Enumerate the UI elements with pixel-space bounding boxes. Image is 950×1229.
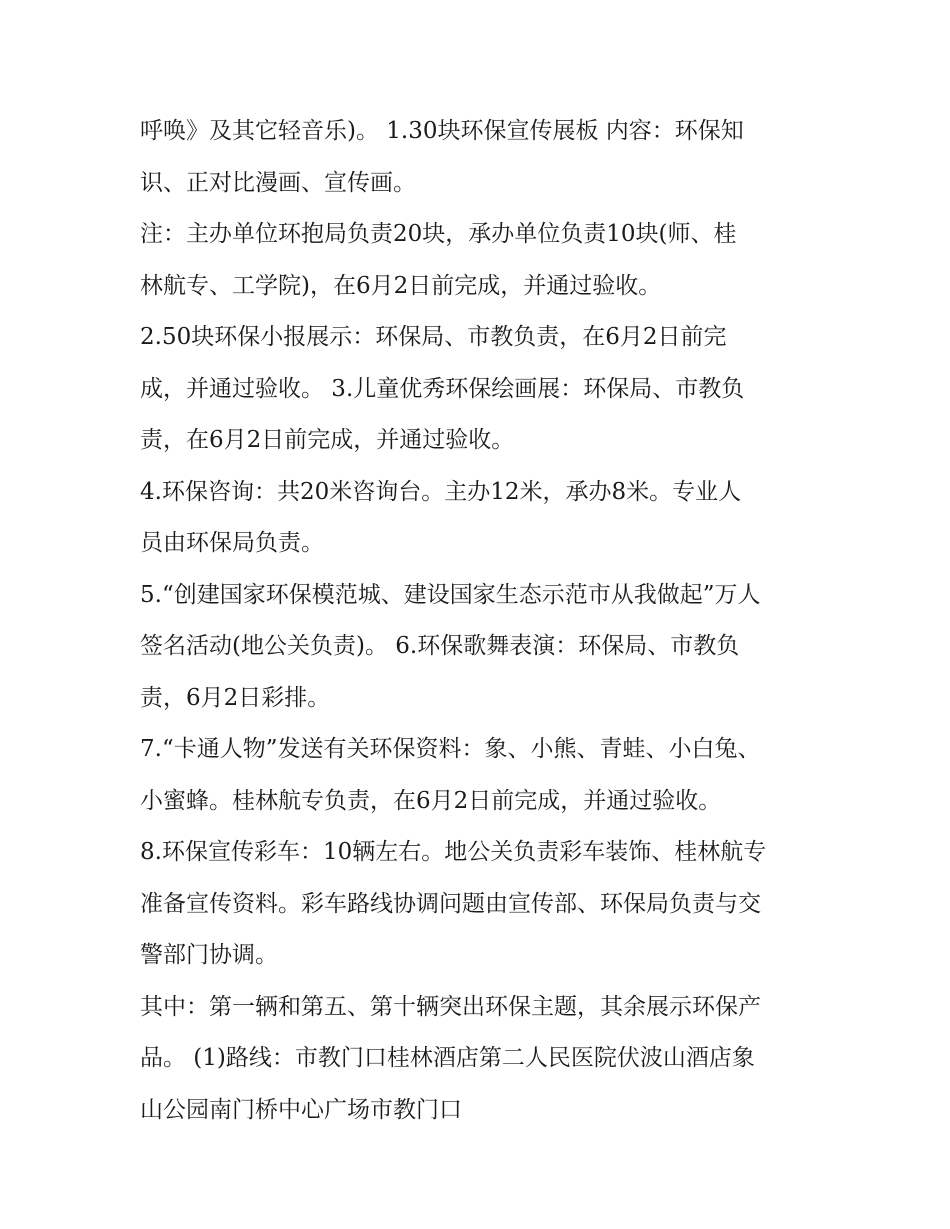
text-line: 小蜜蜂。桂林航专负责，在6月2日前完成，并通过验收。 [140, 787, 722, 814]
text-line: 准备宣传资料。彩车路线协调问题由宣传部、环保局负责与交 [140, 890, 761, 917]
text-line: 呼唤》及其它轻音乐)。 1.30块环保宣传展板 内容：环保知 [140, 118, 744, 144]
text-line: 8.环保宣传彩车：10辆左右。地公关负责彩车装饰、桂林航专 [140, 839, 767, 865]
text-line: 识、正对比漫画、宣传画。 [140, 169, 416, 196]
text-line: 7.“卡通人物”发送有关环保资料：象、小熊、青蛙、小白兔、 [140, 736, 761, 762]
text-line: 签名活动(地公关负责)。 6.环保歌舞表演：环保局、市教负 [140, 633, 740, 659]
text-line: 林航专、工学院)，在6月2日前完成，并通过验收。 [140, 272, 662, 299]
text-line: 2.50块环保小报展示：环保局、市教负责，在6月2日前完 [140, 324, 727, 350]
document-body [140, 106, 830, 1136]
text-line: 品。 (1)路线：市教门口桂林酒店第二人民医院伏波山酒店象 [140, 1045, 755, 1071]
text-line: 警部门协调。 [140, 942, 278, 968]
text-line: 注：主办单位环抱局负责20块，承办单位负责10块(师、桂 [140, 221, 737, 247]
text-line: 4.环保咨询：共20米咨询台。主办12米，承办8米。专业人 [140, 478, 742, 505]
text-line: 5.“创建国家环保模范城、建设国家生态示范市从我做起”万人 [140, 581, 761, 608]
text-line: 成，并通过验收。 3.儿童优秀环保绘画展：环保局、市教负 [140, 375, 745, 402]
text-line: 员由环保局负责。 [140, 530, 324, 556]
text-line: 责，在6月2日前完成，并通过验收。 [140, 427, 515, 453]
text-line: 山公园南门桥中心广场市教门口 [140, 1096, 462, 1123]
text-line: 其中：第一辆和第五、第十辆突出环保主题，其余展示环保产 [140, 993, 761, 1020]
text-line: 责，6月2日彩排。 [140, 684, 331, 711]
